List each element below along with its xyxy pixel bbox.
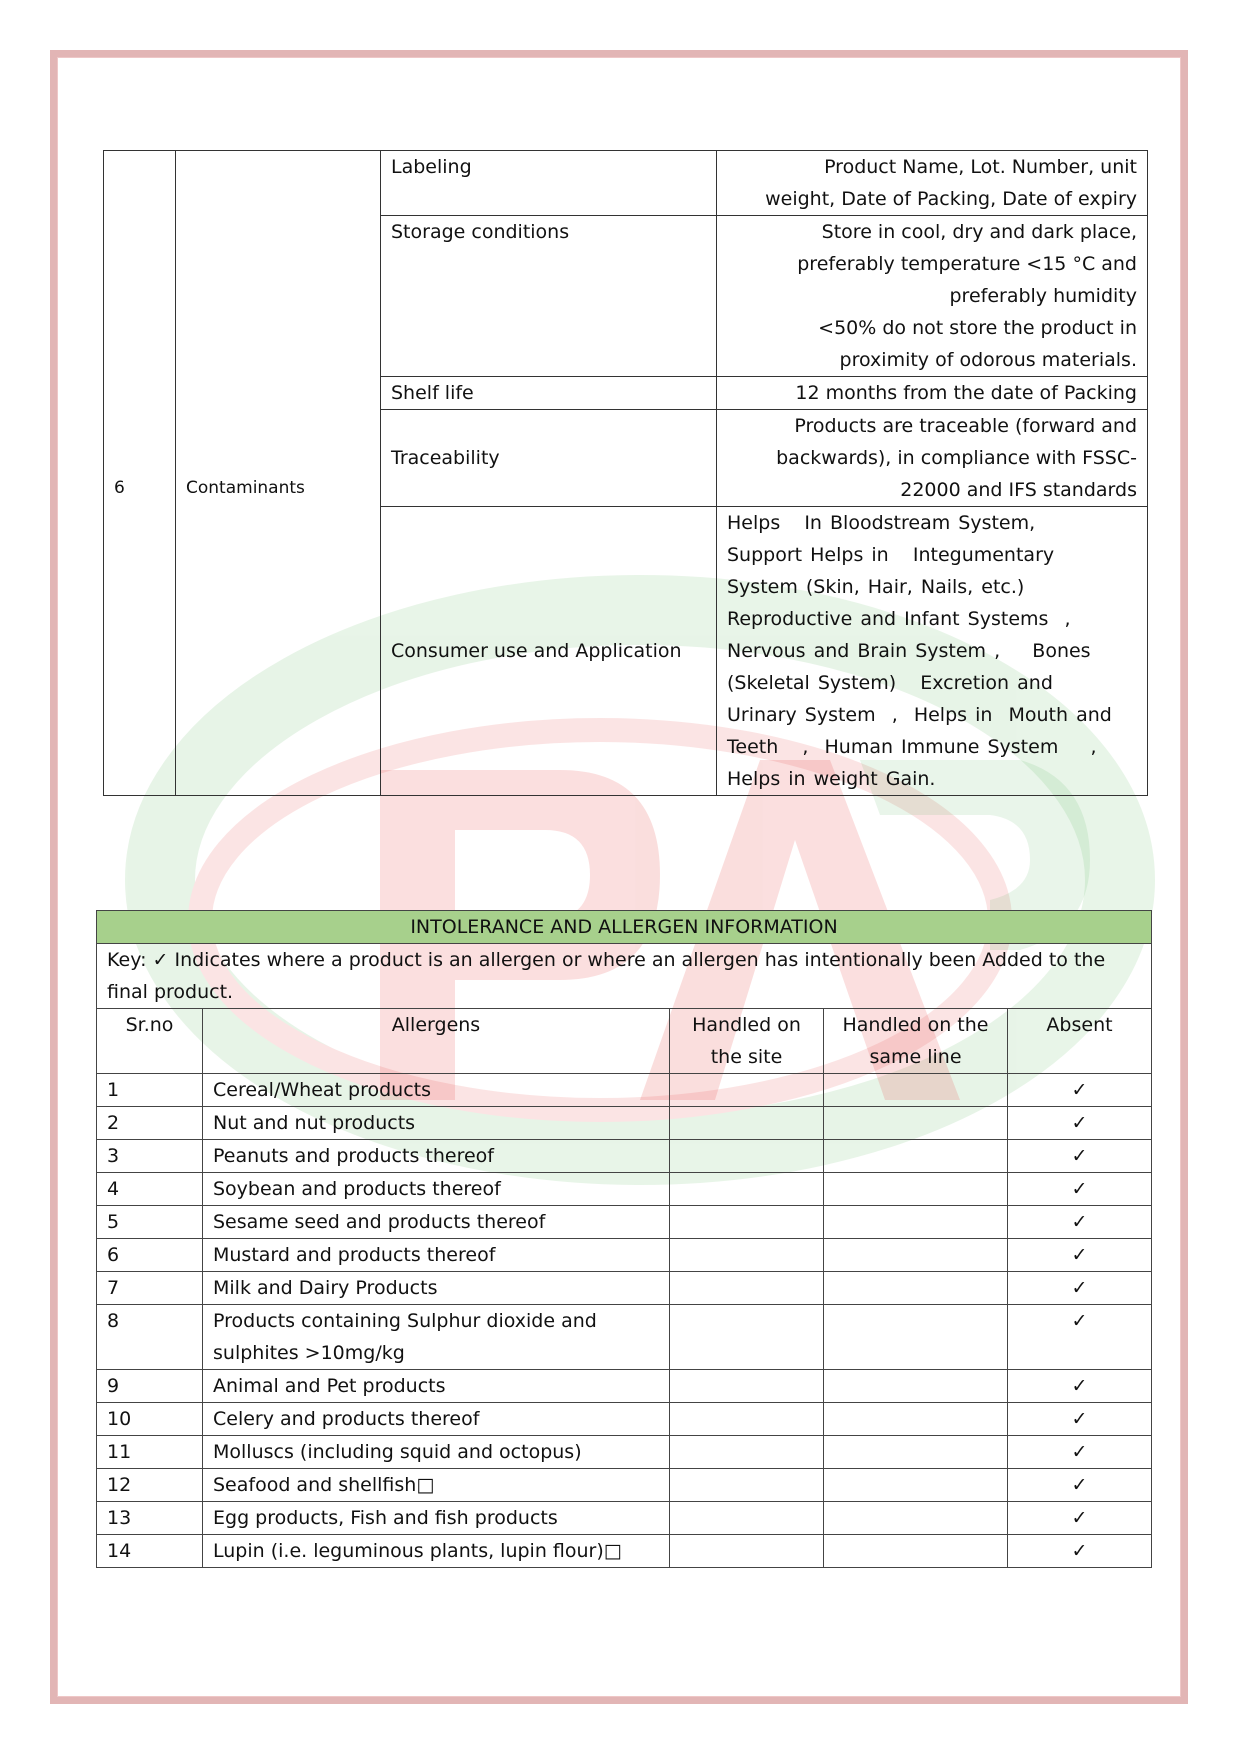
specification-table [103,150,1148,796]
row-allergen-name: Molluscs (including squid and octopus) [203,1436,670,1469]
allergen-header-row [97,1009,1152,1074]
spec-value-line: <50% do not store the product in [818,317,1137,339]
row-handled-line [824,1535,1008,1568]
spec-label: Traceability [381,410,717,507]
row-absent-check-icon: ✓ [1008,1272,1152,1305]
row-allergen-name: Egg products, Fish and fish products [203,1502,670,1535]
row-handled-line [824,1272,1008,1305]
row-srno: 14 [97,1535,203,1568]
row-allergen-name: Milk and Dairy Products [203,1272,670,1305]
row-absent-check-icon: ✓ [1008,1370,1152,1403]
spec-value-line: preferably humidity [949,285,1137,307]
row-handled-site [670,1206,824,1239]
table-row [97,1535,1152,1568]
allergen-key-text: Key: ✓ Indicates where a product is an allergen or where an allergen has intentionally been Added to the final product. [97,944,1152,1009]
row-srno: 11 [97,1436,203,1469]
row-handled-line [824,1469,1008,1502]
row-srno: 1 [97,1074,203,1107]
row-srno: 2 [97,1107,203,1140]
table-row [97,1436,1152,1469]
row-allergen-name: Seafood and shellfish□ [203,1469,670,1502]
spec-value-line: 22000 and IFS standards [900,479,1137,501]
row-allergen-name: Lupin (i.e. leguminous plants, lupin flour)□ [203,1535,670,1568]
table-row [97,1272,1152,1305]
table-row [97,1305,1152,1370]
row-handled-line [824,1173,1008,1206]
row-handled-site [670,1403,824,1436]
row-srno: 5 [97,1206,203,1239]
spec-value-line: proximity of odorous materials. [839,349,1137,371]
spec-value-line: (Skeletal System) Excretion and [727,672,1053,694]
spec-label: Storage conditions [381,216,717,377]
row-handled-site [670,1074,824,1107]
row-srno: 9 [97,1370,203,1403]
spec-value-line: backwards), in compliance with FSSC- [776,447,1137,469]
spec-value-line: weight, Date of Packing, Date of expiry [765,188,1137,210]
row-handled-site [670,1107,824,1140]
table-row [97,1469,1152,1502]
row-handled-site [670,1370,824,1403]
row-absent-check-icon: ✓ [1008,1502,1152,1535]
spec-value-line: preferably temperature <15 °C and [797,253,1137,275]
row-allergen-name: Mustard and products thereof [203,1239,670,1272]
row-absent-check-icon: ✓ [1008,1074,1152,1107]
header-handled-line: Handled on the same line [824,1009,1008,1074]
row-srno: 6 [97,1239,203,1272]
row-absent-check-icon: ✓ [1008,1173,1152,1206]
row-handled-line [824,1305,1008,1370]
row-handled-line [824,1206,1008,1239]
row-handled-site [670,1535,824,1568]
row-allergen-name: Celery and products thereof [203,1403,670,1436]
row-handled-site [670,1436,824,1469]
row-absent-check-icon: ✓ [1008,1239,1152,1272]
row-srno: 4 [97,1173,203,1206]
spec-category: Contaminants [176,151,381,796]
spec-value-line: Helps In Bloodstream System, [727,512,1036,534]
spec-label: Consumer use and Application [381,507,717,796]
row-absent-check-icon: ✓ [1008,1140,1152,1173]
spec-value-line: Store in cool, dry and dark place, [821,221,1137,243]
row-absent-check-icon: ✓ [1008,1436,1152,1469]
spec-value-line: Product Name, Lot. Number, unit [824,156,1137,178]
spec-value-line: Teeth , Human Immune System , [727,736,1097,758]
row-absent-check-icon: ✓ [1008,1206,1152,1239]
row-absent-check-icon: ✓ [1008,1403,1152,1436]
spec-value [717,410,1148,507]
row-handled-line [824,1140,1008,1173]
row-allergen-name: Sesame seed and products thereof [203,1206,670,1239]
spec-value-line: Reproductive and Infant Systems , [727,608,1071,630]
row-handled-line [824,1074,1008,1107]
row-handled-site [670,1140,824,1173]
allergen-key-row [97,944,1152,1009]
table-row [97,1502,1152,1535]
table-row [97,1140,1152,1173]
spec-value-line: Products are traceable (forward and [794,415,1137,437]
spec-value-line: Helps in weight Gain. [727,768,936,790]
row-allergen-name: Products containing Sulphur dioxide and sulphites >10mg/kg [203,1305,670,1370]
table-row [97,1403,1152,1436]
row-handled-line [824,1436,1008,1469]
table-row [97,1173,1152,1206]
row-handled-line [824,1370,1008,1403]
row-absent-check-icon: ✓ [1008,1469,1152,1502]
row-allergen-name: Nut and nut products [203,1107,670,1140]
row-srno: 10 [97,1403,203,1436]
table-row [97,1370,1152,1403]
row-srno: 7 [97,1272,203,1305]
row-handled-line [824,1403,1008,1436]
allergen-table [96,910,1152,1568]
row-handled-site [670,1272,824,1305]
row-srno: 8 [97,1305,203,1370]
row-handled-site [670,1469,824,1502]
spec-value-line: System (Skin, Hair, Nails, etc.) [727,576,1025,598]
allergen-rows [97,1074,1152,1568]
row-handled-line [824,1107,1008,1140]
row-handled-line [824,1239,1008,1272]
row-allergen-name: Animal and Pet products [203,1370,670,1403]
header-srno: Sr.no [97,1009,203,1074]
row-handled-site [670,1502,824,1535]
header-handled-site: Handled on the site [670,1009,824,1074]
row-handled-site [670,1173,824,1206]
spec-value-line: Support Helps in Integumentary [727,544,1055,566]
row-srno: 12 [97,1469,203,1502]
spec-value-line: 12 months from the date of Packing [795,382,1137,404]
table-row [97,1239,1152,1272]
table-row [97,1107,1152,1140]
row-absent-check-icon: ✓ [1008,1305,1152,1370]
row-absent-check-icon: ✓ [1008,1107,1152,1140]
spec-value [717,216,1148,377]
spec-value-line: Urinary System , Helps in Mouth and [727,704,1112,726]
row-srno: 3 [97,1140,203,1173]
row-handled-site [670,1239,824,1272]
table-row [97,1206,1152,1239]
spec-value [717,507,1148,796]
allergen-table-title: INTOLERANCE AND ALLERGEN INFORMATION [97,911,1152,944]
row-handled-line [824,1502,1008,1535]
row-handled-site [670,1305,824,1370]
row-srno: 13 [97,1502,203,1535]
spec-row-labeling [104,151,1148,216]
spec-label: Labeling [381,151,717,216]
spec-value [717,151,1148,216]
header-allergens: Allergens [203,1009,670,1074]
spec-value-line: Nervous and Brain System , Bones [727,640,1091,662]
spec-value [717,377,1148,410]
row-absent-check-icon: ✓ [1008,1535,1152,1568]
table-row [97,1074,1152,1107]
row-allergen-name: Peanuts and products thereof [203,1140,670,1173]
row-allergen-name: Soybean and products thereof [203,1173,670,1206]
spec-row-number: 6 [104,151,176,796]
allergen-title-row [97,911,1152,944]
header-absent: Absent [1008,1009,1152,1074]
row-allergen-name: Cereal/Wheat products [203,1074,670,1107]
spec-label: Shelf life [381,377,717,410]
